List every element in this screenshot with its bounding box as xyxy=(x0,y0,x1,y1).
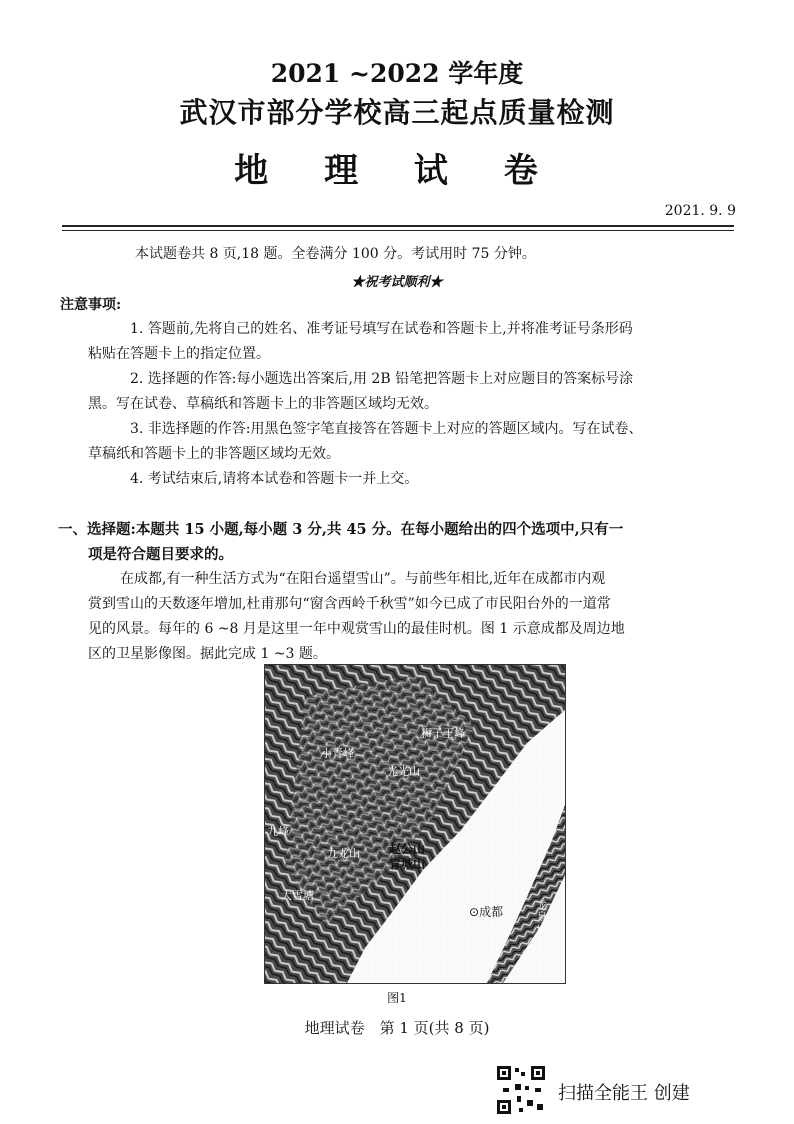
map-label-daxue: 大雪塘 xyxy=(281,889,314,902)
passage-line: 赏到雪山的天数逐年增加,杜甫那句“窗含西岭千秋雪”如今已成了市民阳台外的一道常 xyxy=(88,596,611,612)
section-heading-cont: 项是符合题目要求的。 xyxy=(88,546,233,563)
passage-line: 区的卫星影像图。据此完成 1 ~3 题。 xyxy=(88,646,327,662)
note-item: 4. 考试结束后,请将本试卷和答题卡一并上交。 xyxy=(130,471,419,487)
note-item: 3. 非选择题的作答:用黑色签字笔直接答在答题卡上对应的答题区域内。写在试卷、 xyxy=(130,421,643,437)
passage-line: 见的风景。每年的 6 ~8 月是这里一年中观赏雪山的最佳时机。图 1 示意成都及周边地 xyxy=(88,621,625,637)
subject-title: 地 理 试 卷 xyxy=(234,151,560,191)
map-label-qingcheng: 青城山 xyxy=(389,857,426,871)
city-marker-icon: ⊙ xyxy=(469,905,480,919)
map-label-chengdu: ⊙成都 xyxy=(469,905,504,919)
note-item: 2. 选择题的作答:每小题选出答案后,用 2B 铅笔把答题卡上对应题目的答案标号涂 xyxy=(130,371,634,387)
map-label-zhaogong: 赵公山 xyxy=(389,842,426,856)
note-item-cont: 粘贴在答题卡上的指定位置。 xyxy=(88,346,270,362)
note-item-cont: 黑。写在试卷、草稿纸和答题卡上的非答题区域均无效。 xyxy=(88,396,438,412)
note-item: 1. 答题前,先将自己的姓名、准考证号填写在试卷和答题卡上,并将准考证号条形码 xyxy=(130,321,633,337)
map-label-longquan: 龙泉山 xyxy=(537,901,547,934)
map-label-jiuding: 九峰 xyxy=(267,825,289,838)
map-label-jiulong: 九龙山 xyxy=(327,847,360,860)
satellite-terrain-image xyxy=(265,665,565,983)
header-rule xyxy=(62,225,734,227)
map-label-shizi: 狮子王峰 xyxy=(421,727,465,740)
note-item-cont: 草稿纸和答题卡上的非答题区域均无效。 xyxy=(88,446,340,462)
passage-line: 在成都,有一种生活方式为“在阳台遥望雪山”。与前些年相比,近年在成都市内观 xyxy=(120,571,606,587)
qr-code-icon xyxy=(495,1064,547,1116)
figure-caption: 图1 xyxy=(387,991,407,1005)
page-footer: 地理试卷 第 1 页(共 8 页) xyxy=(304,1019,490,1037)
scanner-watermark: 扫描全能王 创建 xyxy=(558,1083,690,1104)
notes-title: 注意事项: xyxy=(60,297,122,313)
exam-title: 武汉市部分学校高三起点质量检测 xyxy=(179,96,615,129)
exam-date: 2021. 9. 9 xyxy=(664,203,736,219)
map-label-xiaoqing: 小青峰 xyxy=(321,747,354,760)
header-rule-thin xyxy=(62,230,734,231)
exam-year-line: 2021 ~2022 学年度 xyxy=(270,59,524,88)
section-heading: 一、选择题:本题共 15 小题,每小题 3 分,共 45 分。在每小题给出的四个选项中,只有一 xyxy=(58,521,624,538)
satellite-map xyxy=(264,664,566,984)
map-label-guangguang: 光光山 xyxy=(387,765,420,778)
good-luck-line: ★祝考试顺利★ xyxy=(351,275,443,290)
exam-summary: 本试题卷共 8 页,18 题。全卷满分 100 分。考试用时 75 分钟。 xyxy=(135,246,536,262)
